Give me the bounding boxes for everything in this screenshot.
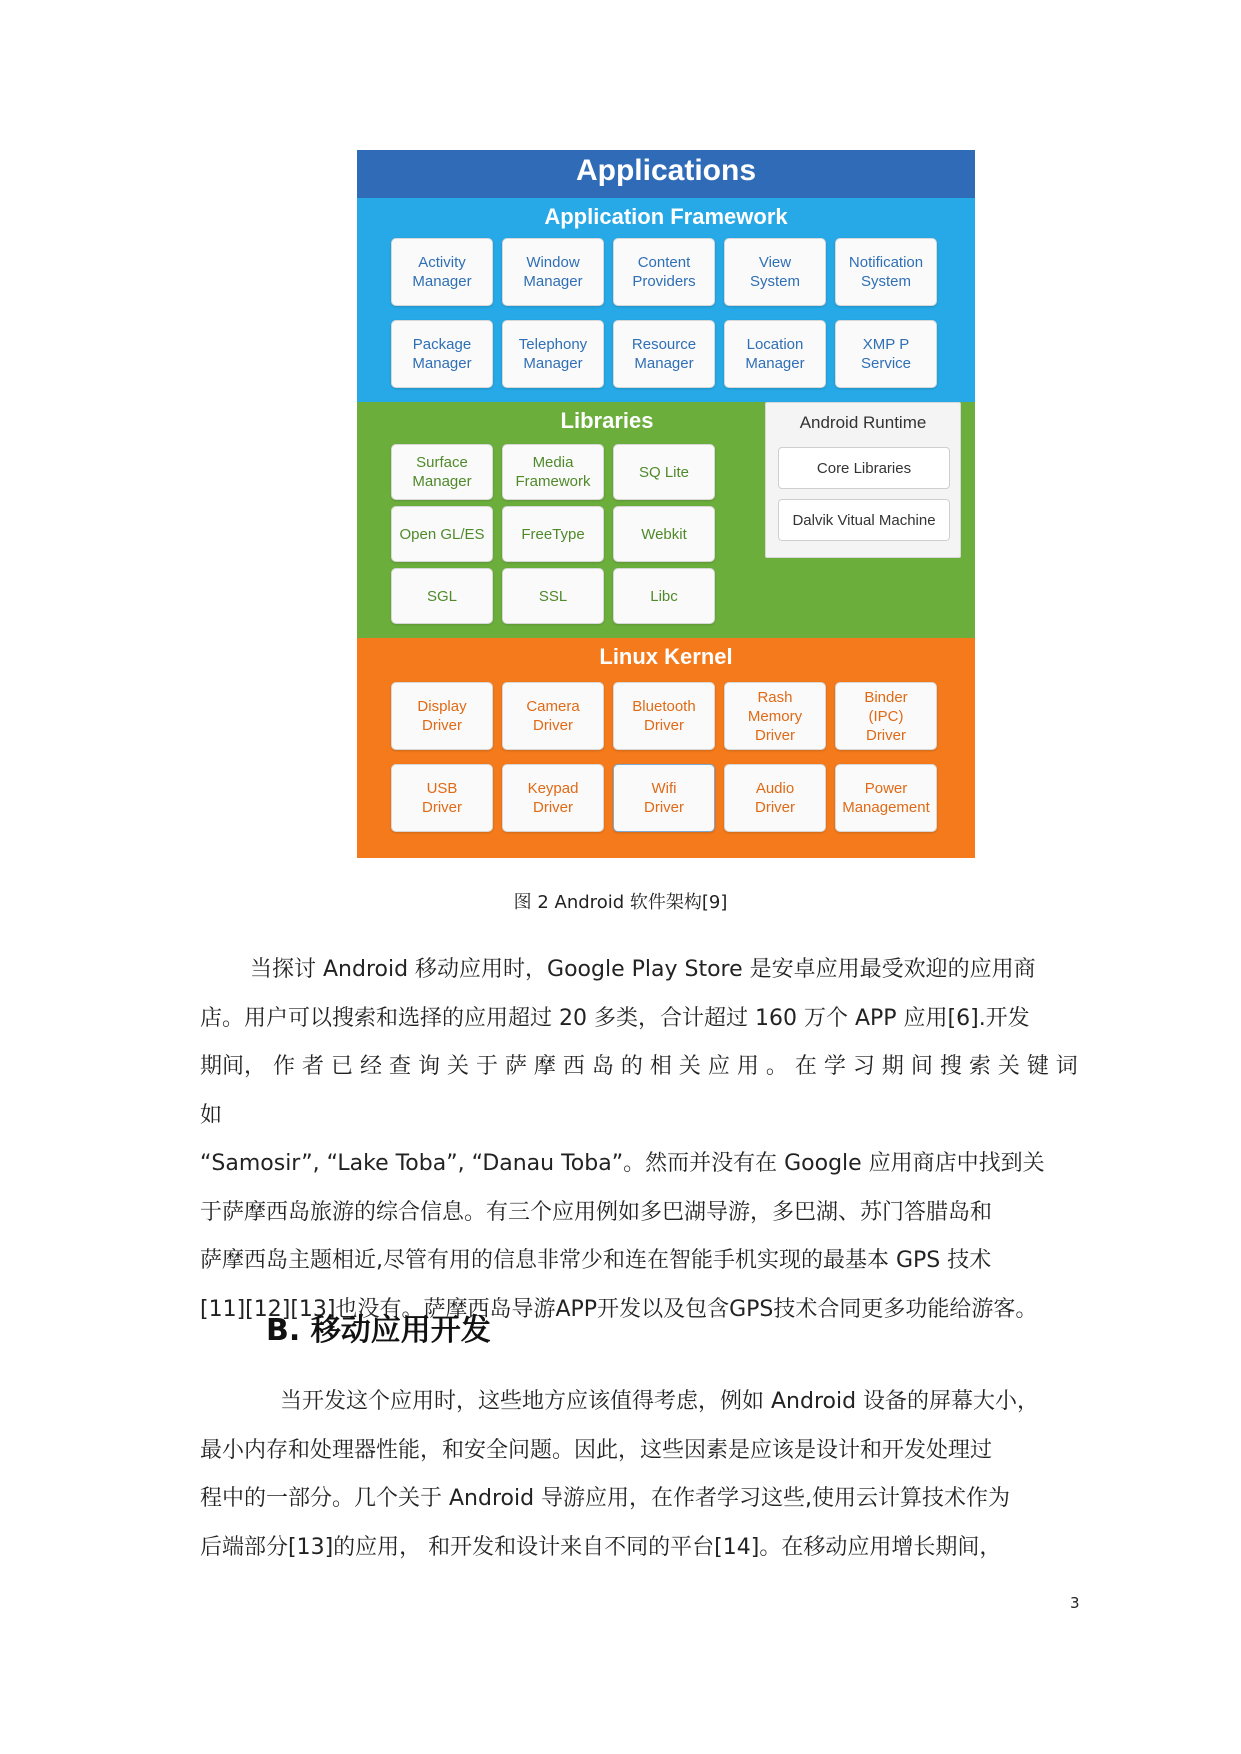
paragraph-line: 当开发这个应用时，这些地方应该值得考虑，例如 Android 设备的屏幕大小， [280,1389,1040,1414]
paragraph-line: “Samosir”, “Lake Toba”, “Danau Toba”。然而并没有在 Google 应用商店中找到关 [200,1151,1045,1176]
library-box: Surface Manager [391,444,493,500]
framework-box: XMP P Service [835,320,937,388]
framework-box: Window Manager [502,238,604,306]
android-architecture-figure [357,150,975,858]
library-box: Media Framework [502,444,604,500]
framework-title: Application Framework [544,204,788,229]
paragraph-line: 于萨摩西岛旅游的综合信息。有三个应用例如多巴湖导游，多巴湖、苏门答腊岛和 [200,1199,993,1225]
framework-box: Telephony Manager [502,320,604,388]
framework-box: Notification System [835,238,937,306]
paragraph-line: 后端部分[13]的应用， 和开发和设计来自不同的平台[14]。在移动应用增长期间， [200,1534,1002,1560]
page-number: 3 [1070,1594,1080,1612]
kernel-box: Binder (IPC) Driver [835,682,937,750]
kernel-title: Linux Kernel [599,644,733,669]
runtime-title: Android Runtime [799,413,927,432]
kernel-box: Keypad Driver [502,764,604,832]
paragraph-line: 期间， 作 者 已 经 查 询 关 于 萨 摩 西 岛 的 相 关 应 用 。 在 学 习 期 间 搜 索 关 键 词 如 [200,1054,1078,1128]
paragraph-1 [200,946,1090,1334]
paragraph-2 [200,1378,1090,1572]
framework-box: Package Manager [391,320,493,388]
android-runtime-panel [765,402,961,558]
runtime-box: Dalvik Vitual Machine [778,499,950,541]
kernel-box: Display Driver [391,682,493,750]
runtime-box: Core Libraries [778,447,950,489]
kernel-box: Wifi Driver [613,764,715,832]
library-box: Webkit [613,506,715,562]
kernel-box: USB Driver [391,764,493,832]
library-box: SGL [391,568,493,624]
library-box: FreeType [502,506,604,562]
library-box: SQ Lite [613,444,715,500]
libraries-title: Libraries [560,408,654,433]
library-box: SSL [502,568,604,624]
applications-title: Applications [575,154,756,187]
kernel-box: Camera Driver [502,682,604,750]
paragraph-line: 店。用户可以搜索和选择的应用超过 20 多类，合计超过 160 万个 APP 应用[6].开发 [200,1005,1030,1031]
kernel-box: Audio Driver [724,764,826,832]
paragraph-line: 萨摩西岛主题相近,尽管有用的信息非常少和连在智能手机实现的最基本 GPS 技术 [200,1248,992,1273]
library-box: Open GL/ES [391,506,493,562]
paragraph-line: 程中的一部分。几个关于 Android 导游应用，在作者学习这些,使用云计算技术作为 [200,1486,1011,1511]
section-heading: B. 移动应用开发 [266,1313,491,1348]
paragraph-line: [11][12][13]也没有。萨摩西岛导游APP开发以及包含GPS技术合同更多功能给游客。 [200,1296,1038,1322]
framework-box: Activity Manager [391,238,493,306]
framework-box: Location Manager [724,320,826,388]
paragraph-line: 当探讨 Android 移动应用时，Google Play Store 是安卓应用最受欢迎的应用商 [250,957,1036,982]
kernel-box: Bluetooth Driver [613,682,715,750]
framework-box: Content Providers [613,238,715,306]
library-box: Libc [613,568,715,624]
framework-box: View System [724,238,826,306]
paragraph-line: 最小内存和处理器性能，和安全问题。因此，这些因素是应该是设计和开发处理过 [200,1437,993,1463]
figure-caption: 图 2 Android 软件架构[9] [513,892,728,913]
kernel-box: Power Management [835,764,937,832]
framework-box: Resource Manager [613,320,715,388]
kernel-box: Rash Memory Driver [724,682,826,750]
